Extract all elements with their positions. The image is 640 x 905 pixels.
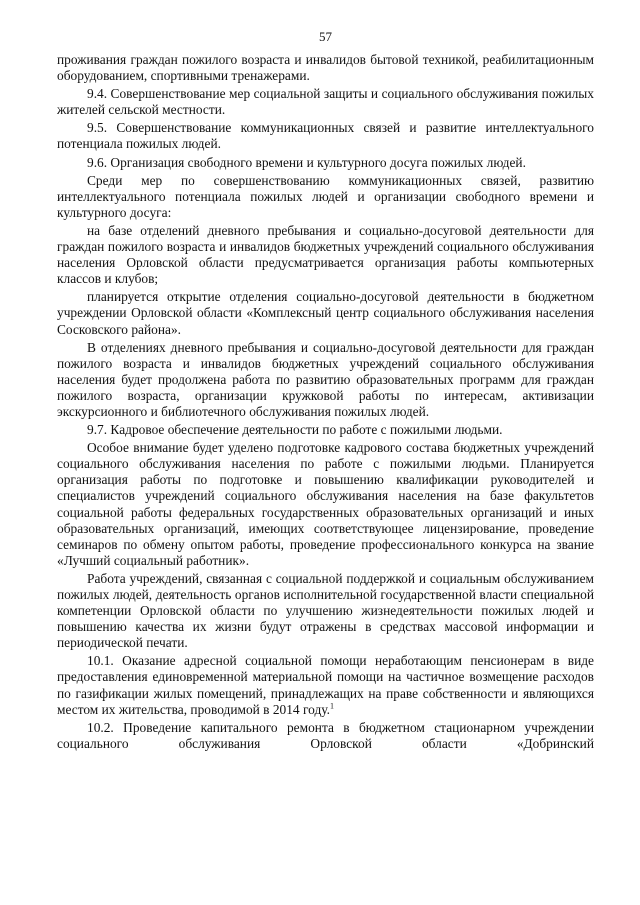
footnote-marker: 1 (329, 701, 334, 711)
paragraph-text: Среди мер по совершенствованию коммуникационных связей, развитию интеллектуального потенциала пожилых людей и организации свободного времени и культурного досуга: (57, 172, 594, 220)
paragraph (57, 422, 594, 438)
paragraph-text: 10.2. Проведение капитального ремонта в бюджетном стационарном учреждении социального обслуживания Орловской области «Добринский (57, 719, 594, 751)
paragraph-text: 9.6. Организация свободного времени и культурного досуга пожилых людей. (87, 154, 526, 170)
paragraph (57, 289, 594, 337)
paragraph-text: 9.4. Совершенствование мер социальной защиты и социального обслуживания пожилых жителей сельской местности. (57, 86, 594, 118)
paragraph-text: на базе отделений дневного пребывания и социально-досуговой деятельности для граждан пожилого возраста и инвалидов бюджетных учреждений социального обслуживания населения Орловской области предусматривается организация работы компьютерных классов и клубов; (57, 222, 594, 287)
paragraph (57, 720, 594, 752)
paragraph-text: 10.1. Оказание адресной социальной помощи неработающим пенсионерам в виде предоставления единовременной материальной помощи на частичное возмещение расходов по газификации жилых помещений, принадлежащих на праве собственности и являющихся местом их жительства, проводимой в 2014 году. (57, 653, 594, 717)
body-text (57, 52, 594, 752)
paragraph (57, 173, 594, 221)
paragraph-text: Работа учреждений, связанная с социальной поддержкой и социальным обслуживанием пожилых людей, деятельность органов исполнительной государственной власти специальной компетенции Орловской области по улучшению жизнедеятельности пожилых людей и повышению качества их жизни будут отражены в средствах массовой информации и периодической печати. (57, 570, 594, 651)
paragraph-text: проживания граждан пожилого возраста и инвалидов бытовой техникой, реабилитационным оборудованием, спортивными тренажерами. (57, 52, 594, 84)
paragraph-text: планируется открытие отделения социально-досуговой деятельности в бюджетном учреждении Орловской области «Комплексный центр социального обслуживания населения Сосковского района». (57, 289, 594, 337)
paragraph-text: 9.5. Совершенствование коммуникационных связей и развитие интеллектуального потенциала пожилых людей. (57, 120, 594, 152)
paragraph (57, 120, 594, 152)
paragraph (57, 86, 594, 118)
paragraph-text: 9.7. Кадровое обеспечение деятельности по работе с пожилыми людьми. (87, 422, 503, 438)
paragraph (57, 571, 594, 651)
paragraph (57, 155, 594, 171)
paragraph (57, 440, 594, 569)
paragraph-text: В отделениях дневного пребывания и социально-досуговой деятельности для граждан пожилого возраста и инвалидов бюджетных учреждений социального обслуживания населения будет продолжена работа по развитию образовательных программ для граждан пожилого возраста, организации кружковой работы по интересам, активизации экскурсионного и библиотечного обслуживания пожилых людей. (57, 339, 594, 419)
document-page (57, 28, 594, 754)
paragraph (57, 52, 594, 84)
paragraph (57, 653, 594, 717)
paragraph-text: Особое внимание будет уделено подготовке кадрового состава бюджетных учреждений социального обслуживания населения по работе с пожилыми людьми. Планируется организация работы по подготовке и повышению квалификации руководителей и специалистов учреждений социального обслуживания населения на базе факультетов социальной работы федеральных государственных образовательных организаций и иных образовательных организаций, имеющих соответствующее лицензирование, проведение семинаров по обмену опытом работы, проведение профессионального конкурса на звание «Лучший социальный работник». (57, 440, 594, 568)
paragraph (57, 340, 594, 420)
paragraph (57, 223, 594, 287)
page-number: 57 (319, 29, 332, 44)
